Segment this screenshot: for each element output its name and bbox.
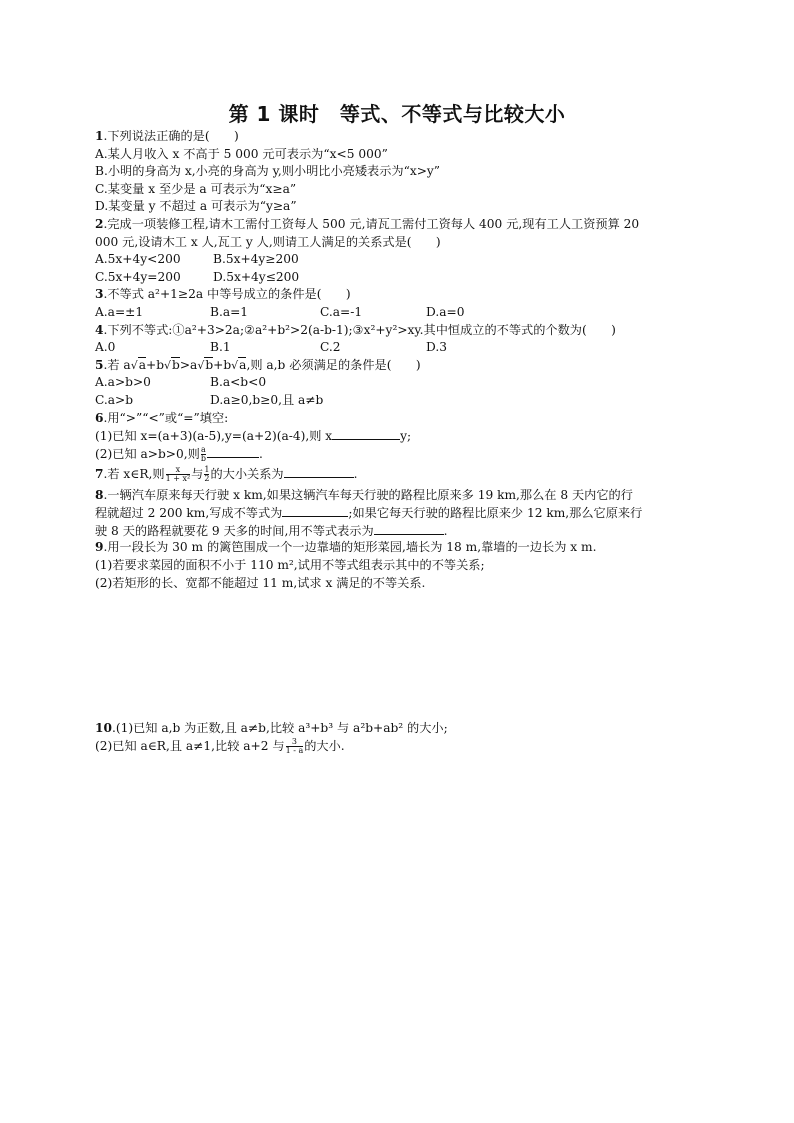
stem-part: . bbox=[353, 466, 358, 481]
answer-blank[interactable] bbox=[282, 504, 348, 517]
question-number: 1 bbox=[95, 129, 104, 143]
question-stem: .下列不等式:①a²+3>2a;②a²+b²>2(a-b-1);③x²+y²>xy.其中恒成立的不等式的个数为( ) bbox=[103, 322, 616, 337]
part-1-text: .(1)已知 a,b 为正数,且 a≠b,比较 a³+b³ 与 a²b+ab² 的大小; bbox=[111, 721, 448, 736]
option-c: C.5x+4y=200 bbox=[95, 269, 181, 284]
option-a: A.a>b>0 bbox=[95, 375, 151, 390]
question-4 bbox=[95, 322, 735, 357]
answer-blank[interactable] bbox=[207, 445, 259, 458]
radicand: a bbox=[138, 357, 146, 372]
question-2 bbox=[95, 216, 735, 286]
question-9 bbox=[95, 539, 735, 592]
fraction bbox=[166, 466, 191, 483]
radicand: b bbox=[172, 357, 180, 372]
question-1 bbox=[95, 128, 735, 216]
question-stem: .完成一项装修工程,请木工需付工资每人 500 元,请瓦工需付工资每人 400 元,现有工人工资预算 20 bbox=[103, 216, 640, 231]
question-number: 7 bbox=[95, 466, 104, 481]
radicand: a bbox=[239, 357, 247, 372]
radical-icon: √ bbox=[164, 358, 172, 372]
question-number: 4 bbox=[95, 322, 104, 337]
option-c: C.某变量 x 至少是 a 可表示为“x≥a” bbox=[95, 181, 297, 196]
question-number: 8 bbox=[95, 487, 104, 502]
radical-icon: √ bbox=[231, 358, 239, 372]
numerator: 3 bbox=[291, 736, 297, 746]
denominator: 2 bbox=[204, 473, 210, 483]
part-1-text: y; bbox=[400, 429, 412, 444]
fraction bbox=[201, 446, 206, 463]
radical-icon: √ bbox=[130, 358, 138, 372]
option-d: D.a≥0,b≥0,且 a≠b bbox=[210, 392, 324, 407]
stem-part: ,则 a,b 必须满足的条件是( ) bbox=[246, 357, 421, 372]
question-number: 2 bbox=[95, 216, 104, 231]
radical-icon: √ bbox=[197, 358, 205, 372]
option-a: A.5x+4y<200 bbox=[95, 252, 181, 267]
answer-blank[interactable] bbox=[332, 427, 400, 440]
denominator: 1 - a bbox=[285, 745, 304, 755]
question-5 bbox=[95, 357, 735, 410]
question-6 bbox=[95, 410, 735, 465]
question-stem: .不等式 a²+1≥2a 中等号成立的条件是( ) bbox=[103, 287, 351, 302]
part-2-text: (2)若矩形的长、宽都不能超过 11 m,试求 x 满足的不等关系. bbox=[95, 575, 426, 590]
option-b: B.小明的身高为 x,小亮的身高为 y,则小明比小亮矮表示为“x>y” bbox=[95, 164, 441, 179]
stem-part: .一辆汽车原来每天行驶 x km,如果这辆汽车每天行驶的路程比原来多 19 km,那么在 8 天内它的行 bbox=[103, 487, 633, 502]
stem-part: 程就超过 2 200 km,写成不等式为 bbox=[95, 506, 283, 521]
question-number: 10 bbox=[95, 721, 112, 736]
stem-part: +b bbox=[145, 357, 164, 372]
page-title: 第 1 课时 等式、不等式与比较大小 bbox=[228, 102, 566, 126]
question-3 bbox=[95, 286, 735, 321]
stem-part: . bbox=[443, 523, 448, 538]
part-1-text: (1)已知 x=(a+3)(a-5),y=(a+2)(a-4),则 x bbox=[95, 429, 333, 444]
stem-part: ;如果它每天行驶的路程比原来少 12 km,那么它原来行 bbox=[348, 506, 643, 521]
option-a: A.某人月收入 x 不高于 5 000 元可表示为“x<5 000” bbox=[95, 146, 388, 161]
question-list bbox=[95, 128, 735, 760]
part-1-text: (1)若要求菜园的面积不小于 110 m²,试用不等式组表示其中的不等关系; bbox=[95, 558, 485, 573]
option-d: D.某变量 y 不超过 a 可表示为“y≥a” bbox=[95, 199, 297, 214]
denominator: b bbox=[200, 453, 206, 463]
question-number: 6 bbox=[95, 410, 104, 425]
stem-part: .若 x∈R,则 bbox=[103, 466, 165, 481]
numerator: 1 bbox=[204, 464, 210, 474]
stem-part: .若 a bbox=[103, 357, 131, 372]
part-2-text: . bbox=[258, 446, 263, 461]
fraction bbox=[286, 738, 304, 755]
option-b: B.a<b<0 bbox=[210, 375, 267, 390]
answer-blank[interactable] bbox=[374, 522, 444, 535]
option-b: B.5x+4y≥200 bbox=[213, 252, 299, 267]
option-a: A.0 bbox=[95, 340, 116, 355]
option-d: D.5x+4y≤200 bbox=[213, 269, 300, 284]
option-b: B.a=1 bbox=[210, 304, 249, 319]
option-c: C.2 bbox=[320, 340, 341, 355]
question-stem: .用“>”“<”或“=”填空: bbox=[103, 410, 229, 425]
option-c: C.a=-1 bbox=[320, 304, 363, 319]
radicand: b bbox=[205, 357, 214, 372]
fraction bbox=[204, 466, 209, 483]
question-stem: .用一段长为 30 m 的篱笆围成一个一边靠墙的矩形菜园,墙长为 18 m,靠墙的一边长为 x m. bbox=[103, 540, 597, 555]
question-number: 5 bbox=[95, 357, 104, 372]
stem-part: 与 bbox=[191, 466, 204, 481]
denominator: 1 + x² bbox=[165, 473, 191, 483]
option-b: B.1 bbox=[210, 340, 231, 355]
part-2-text: (2)已知 a>b>0,则 bbox=[95, 446, 200, 461]
answer-blank[interactable] bbox=[284, 465, 354, 478]
question-8 bbox=[95, 487, 735, 540]
part-2-text: (2)已知 a∈R,且 a≠1,比较 a+2 与 bbox=[95, 738, 285, 753]
part-2-text: 的大小. bbox=[304, 738, 345, 753]
numerator: a bbox=[201, 444, 206, 454]
stem-part: >a bbox=[179, 357, 198, 372]
option-d: D.3 bbox=[426, 340, 447, 355]
option-a: A.a=±1 bbox=[95, 304, 144, 319]
question-number: 9 bbox=[95, 540, 104, 555]
stem-part: 驶 8 天的路程就要花 9 天多的时间,用不等式表示为 bbox=[95, 523, 374, 538]
stem-part: 的大小关系为 bbox=[210, 466, 284, 481]
question-7 bbox=[95, 465, 735, 487]
answer-space[interactable] bbox=[95, 592, 735, 720]
question-number: 3 bbox=[95, 287, 104, 302]
question-stem: .下列说法正确的是( ) bbox=[103, 129, 239, 143]
question-10 bbox=[95, 720, 735, 760]
numerator: x bbox=[175, 464, 181, 474]
option-d: D.a=0 bbox=[426, 304, 465, 319]
stem-part: +b bbox=[213, 357, 232, 372]
option-c: C.a>b bbox=[95, 392, 134, 407]
question-stem-continued: 000 元,设请木工 x 人,瓦工 y 人,则请工人满足的关系式是( ) bbox=[95, 234, 441, 249]
